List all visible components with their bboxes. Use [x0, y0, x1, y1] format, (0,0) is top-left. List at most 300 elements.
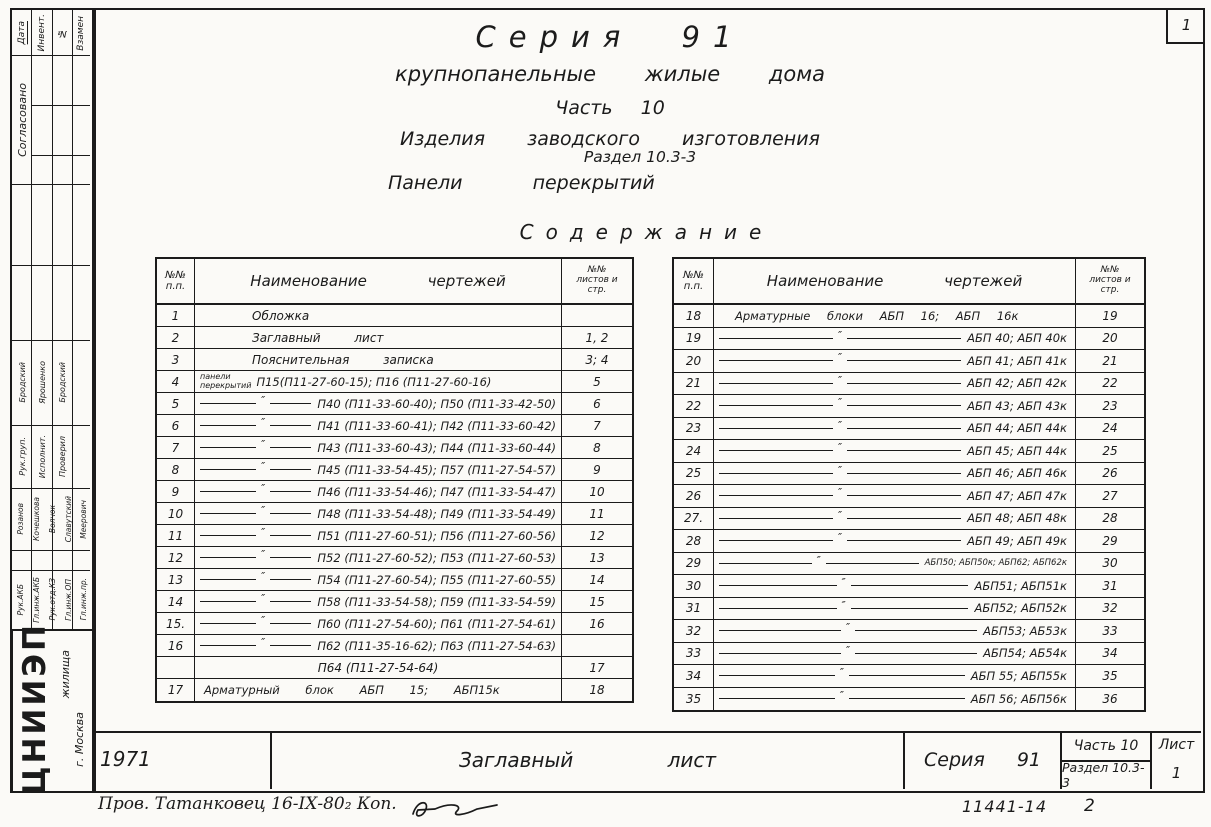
part-line: Часть 10 — [555, 97, 665, 119]
table-row — [674, 553, 1144, 576]
drawing-title: Пояснительная записка — [252, 352, 434, 367]
drawing-title-cell — [714, 665, 1076, 687]
table-row — [674, 575, 1144, 598]
ditto-line — [270, 579, 311, 580]
drawing-title-cell — [714, 305, 1076, 327]
signature-name: Волчок — [47, 504, 57, 534]
ditto-line — [270, 447, 311, 448]
sheet-number-cell: 29 — [1102, 533, 1118, 548]
section-line: Раздел 10.3-3 — [583, 148, 697, 166]
header-name: Наименование чертежей — [195, 259, 562, 303]
ditto-mark: ″ — [838, 418, 843, 432]
drawing-title: АБП51; АБП51к — [974, 578, 1068, 593]
ditto-mark: ″ — [838, 396, 843, 410]
drawing-title: Обложка — [252, 308, 310, 323]
row-number-cell: 17 — [157, 679, 195, 701]
row-number-cell: 33 — [674, 643, 714, 665]
table-row — [157, 393, 632, 415]
sheet-number-cell: 13 — [589, 550, 605, 565]
ditto-line — [270, 425, 311, 426]
row-number-cell: 18 — [674, 305, 714, 327]
sheet-number-cell: 32 — [1102, 601, 1118, 616]
ditto-line — [200, 557, 256, 558]
page-number: 1 — [1181, 16, 1192, 34]
header-sheets-line1: №№ — [1100, 265, 1120, 276]
sheet-number-cell: 7 — [593, 418, 601, 433]
sheet-number-cell: 21 — [1102, 353, 1118, 368]
divider-line — [31, 155, 90, 156]
agreed-label: Согласовано — [15, 82, 29, 157]
ditto-line — [270, 403, 311, 404]
ditto-line — [200, 645, 256, 646]
ditto-line — [270, 645, 311, 646]
stamp-header-date: Дата — [17, 21, 27, 45]
row-number-cell: 22 — [674, 395, 714, 417]
row-number-cell: 28 — [674, 530, 714, 552]
title-block-part: Часть 10 — [1073, 737, 1139, 754]
sheet-number-cell: 3; 4 — [585, 352, 609, 367]
role-label: Гл.инж.АКБ — [31, 576, 41, 623]
ditto-line — [270, 601, 311, 602]
signature-name: Розанов — [15, 503, 25, 535]
header-sheets-line2: листов и — [1089, 275, 1131, 286]
drawing-title: П48 (П11-33-54-48); П49 (П11-33-54-49) — [317, 506, 556, 521]
drawing-title-cell — [714, 508, 1076, 530]
sheet-number-cell: 25 — [1102, 443, 1118, 458]
copy-number: 2 — [1084, 796, 1095, 816]
drawing-title: АБП54; АБ54к — [983, 646, 1068, 661]
row-number-cell: 7 — [157, 437, 195, 458]
subtitle-buildings: крупнопанельные жилые дома — [395, 62, 825, 86]
sheet-number-cell: 6 — [593, 396, 601, 411]
header-num-line2: п.п. — [165, 281, 186, 292]
header-num-line2: п.п. — [683, 281, 704, 292]
ditto-line — [719, 495, 833, 496]
sheet-number-cell: 33 — [1102, 623, 1118, 638]
drawing-title: Арматурный блок АБП 15; АБП15к — [204, 683, 500, 697]
ditto-line — [849, 698, 965, 699]
row-number-cell: 34 — [674, 665, 714, 687]
drawing-title: П43 (П11-33-60-43); П44 (П11-33-60-44) — [317, 440, 556, 455]
drawing-title-cell — [195, 569, 562, 590]
header-name: Наименование чертежей — [714, 259, 1076, 303]
drawing-title: П40 (П11-33-60-40); П50 (П11-33-42-50) — [317, 396, 556, 411]
stamp-sidebar — [10, 8, 96, 796]
table-row — [674, 530, 1144, 553]
header-sheets-line3: стр. — [1100, 284, 1120, 295]
header-sheets-line2: листов и — [576, 275, 618, 286]
drawing-title-cell — [714, 463, 1076, 485]
role-label: Гл.инж.пр. — [78, 578, 88, 621]
divider-line — [12, 184, 90, 185]
sheet-number-cell: 35 — [1102, 668, 1118, 683]
ditto-mark: ″ — [261, 636, 266, 649]
stamp-header-invent: Инвент. — [37, 14, 47, 52]
sheet-number-cell: 1, 2 — [585, 330, 609, 345]
organization-box — [11, 622, 95, 796]
row-number-cell: 1 — [157, 305, 195, 326]
signature-name: Бродский — [17, 362, 27, 403]
row-number-cell: 11 — [157, 525, 195, 546]
drawing-title-cell — [714, 620, 1076, 642]
organization-name: ЦНИИЭП — [17, 622, 53, 796]
row-number-cell: 10 — [157, 503, 195, 524]
sheet-number-cell: 31 — [1102, 578, 1118, 593]
role-label: Гл.инж.ОП — [63, 578, 73, 621]
header-num — [157, 259, 195, 303]
ditto-mark: ″ — [838, 351, 843, 365]
drawing-title-cell — [714, 643, 1076, 665]
role-label: Исполнит. — [37, 434, 47, 479]
sheet-number-cell: 30 — [1102, 556, 1118, 571]
table-row — [157, 503, 632, 525]
drawing-title-cell — [195, 371, 562, 392]
sheet-number-cell: 36 — [1102, 691, 1118, 706]
table-row — [674, 688, 1144, 711]
drawing-title: П46 (П11-33-54-46); П47 (П11-33-54-47) — [317, 484, 556, 499]
header-num — [674, 259, 714, 303]
year-label: 1971 — [100, 747, 151, 771]
ditto-line — [200, 513, 256, 514]
table-row — [157, 613, 632, 635]
row-number-cell: 14 — [157, 591, 195, 612]
header-num-line1: №№ — [683, 269, 704, 281]
drawing-title-cell — [714, 485, 1076, 507]
row-number-cell: 9 — [157, 481, 195, 502]
row-number-cell: 24 — [674, 440, 714, 462]
ditto-line — [200, 403, 256, 404]
signature-name: Кочешкова — [31, 497, 41, 541]
table-row — [674, 305, 1144, 328]
drawing-title-cell — [714, 553, 1076, 575]
table-row — [674, 665, 1144, 688]
ditto-line — [719, 473, 833, 474]
drawing-title: АБП 49; АБП 49к — [967, 533, 1068, 548]
ditto-line — [847, 518, 961, 519]
row-number-cell: 20 — [674, 350, 714, 372]
ditto-line — [719, 405, 833, 406]
series-title: Серия 91 — [475, 20, 745, 54]
sheet-number-cell: 8 — [593, 440, 601, 455]
panels-line: Панели перекрытий — [388, 172, 655, 194]
ditto-line — [719, 675, 835, 676]
ditto-mark: ″ — [838, 531, 843, 545]
ditto-mark: ″ — [838, 486, 843, 500]
row-number-cell: 8 — [157, 459, 195, 480]
drawing-title-cell — [195, 415, 562, 436]
ditto-mark: ″ — [838, 373, 843, 387]
drawing-title-cell — [195, 481, 562, 502]
drawing-title: АБП 44; АБП 44к — [967, 421, 1068, 436]
drawing-title-cell — [195, 503, 562, 524]
drawing-title: АБП 48; АБП 48к — [967, 511, 1068, 526]
drawing-title: АБП 47; АБП 47к — [967, 488, 1068, 503]
drawing-title: П52 (П11-27-60-52); П53 (П11-27-60-53) — [317, 550, 556, 565]
table-row — [674, 440, 1144, 463]
table-row — [157, 679, 632, 701]
role-label: Проверил — [57, 435, 67, 477]
ditto-line — [851, 608, 969, 609]
ditto-line — [200, 623, 256, 624]
sheet-number-cell: 18 — [589, 683, 605, 697]
ditto-mark: ″ — [838, 328, 843, 342]
row-number-cell: 32 — [674, 620, 714, 642]
ditto-mark: ″ — [261, 548, 266, 561]
ditto-line — [719, 540, 833, 541]
drawing-title-cell — [714, 395, 1076, 417]
drawing-title: АБП 40; АБП 40к — [967, 331, 1068, 346]
ditto-line — [826, 563, 919, 564]
ditto-line — [851, 585, 969, 586]
ditto-mark: ″ — [261, 592, 266, 605]
sheet-number-cell: 17 — [589, 660, 605, 675]
prefix-line1: панели — [200, 371, 231, 381]
ditto-mark: ″ — [261, 504, 266, 517]
row-number-cell: 3 — [157, 349, 195, 370]
sheet-number-cell: 27 — [1102, 488, 1118, 503]
table-row — [674, 350, 1144, 373]
ditto-line — [719, 338, 833, 339]
drawing-title: П51 (П11-27-60-51); П56 (П11-27-60-56) — [317, 528, 556, 543]
ditto-line — [719, 698, 835, 699]
checked-note-text: Пров. Татанковец 16-ІХ-80₂ Коп. — [98, 794, 397, 814]
signature-name: Меерович — [78, 499, 88, 539]
ditto-mark: ″ — [261, 482, 266, 495]
drawing-title-cell — [195, 349, 562, 370]
sheet-number-cell — [562, 635, 632, 656]
drawing-title-cell — [714, 373, 1076, 395]
drawing-title-cell — [714, 530, 1076, 552]
drawing-title: П58 (П11-33-54-58); П59 (П11-33-54-59) — [317, 594, 556, 609]
drawing-title: П45 (П11-33-54-45); П57 (П11-27-54-57) — [317, 462, 556, 477]
drawing-title-cell — [714, 328, 1076, 350]
table-row — [674, 463, 1144, 486]
row-number-cell: 31 — [674, 598, 714, 620]
ditto-mark: ″ — [261, 460, 266, 473]
table-header — [157, 259, 632, 305]
ditto-line — [270, 491, 311, 492]
sheet-number-cell: 15 — [589, 594, 605, 609]
drawing-title: АБП 55; АБП55к — [970, 668, 1068, 683]
row-number-cell: 35 — [674, 688, 714, 711]
ditto-mark: ″ — [846, 621, 851, 635]
table-row — [157, 459, 632, 481]
contents-heading: Содержание — [519, 220, 774, 244]
ditto-mark: ″ — [261, 394, 266, 407]
ditto-line — [270, 535, 311, 536]
drawing-title-cell — [714, 575, 1076, 597]
ditto-mark: ″ — [261, 416, 266, 429]
row-number-cell: 25 — [674, 463, 714, 485]
sheet-number-cell: 5 — [593, 374, 601, 389]
ditto-line — [270, 469, 311, 470]
sheet-number-cell: 9 — [593, 462, 601, 477]
ditto-mark: ″ — [841, 598, 846, 612]
row-number-cell: 4 — [157, 371, 195, 392]
signature-name: Бродский — [57, 362, 67, 403]
row-number-cell: 19 — [674, 328, 714, 350]
ditto-line — [847, 473, 961, 474]
table-row — [157, 305, 632, 327]
sheet-number-cell: 16 — [589, 616, 605, 631]
header-sheets — [562, 259, 632, 303]
drawing-title: АБП52; АБП52к — [974, 601, 1068, 616]
divider-line — [12, 265, 90, 266]
ditto-mark: ″ — [838, 508, 843, 522]
drawing-title: П64 (П11-27-54-64) — [317, 660, 439, 675]
ditto-line — [847, 540, 961, 541]
table-row — [157, 547, 632, 569]
drawing-title: АБП 45; АБП 44к — [967, 443, 1068, 458]
ditto-mark: ″ — [261, 614, 266, 627]
drawing-title-cell — [195, 591, 562, 612]
ditto-line — [847, 338, 961, 339]
table-row — [674, 598, 1144, 621]
products-line: Изделия заводского изготовления — [400, 128, 820, 150]
ditto-mark: ″ — [841, 576, 846, 590]
title-area — [300, 20, 920, 194]
organization-dept: жилища — [58, 649, 72, 699]
ditto-mark: ″ — [846, 643, 851, 657]
row-number-cell: 21 — [674, 373, 714, 395]
drawing-title-cell — [714, 688, 1076, 711]
ditto-line — [855, 630, 977, 631]
row-number-cell: 27. — [674, 508, 714, 530]
ditto-mark: ″ — [261, 526, 266, 539]
organization-city: г. Москва — [72, 711, 86, 767]
ditto-line — [847, 383, 961, 384]
ditto-line — [719, 653, 841, 654]
ditto-line — [719, 383, 833, 384]
ditto-mark: ″ — [261, 438, 266, 451]
role-label: Рук.груп. — [17, 437, 27, 476]
role-label: Рук.АКБ — [15, 583, 25, 616]
title-block-section: Раздел 10.3-3 — [1062, 760, 1145, 790]
drawing-title-cell — [195, 459, 562, 480]
ditto-line — [200, 601, 256, 602]
ditto-line — [847, 405, 961, 406]
drawing-title: АБП 43; АБП 43к — [967, 398, 1068, 413]
table-row — [674, 485, 1144, 508]
table-row — [674, 328, 1144, 351]
drawing-title: П60 (П11-27-54-60); П61 (П11-27-54-61) — [317, 616, 556, 631]
row-number-cell: 12 — [157, 547, 195, 568]
signature-name: Ярошенко — [37, 361, 47, 404]
row-number-cell: 6 — [157, 415, 195, 436]
ditto-mark: ″ — [838, 441, 843, 455]
drawing-title: АБП 42; АБП 42к — [967, 376, 1068, 391]
sheet-number-cell: 14 — [589, 572, 605, 587]
ditto-line — [719, 608, 837, 609]
ditto-mark: ″ — [261, 570, 266, 583]
drawing-title-cell — [714, 598, 1076, 620]
header-num-line1: №№ — [165, 269, 186, 281]
ditto-line — [200, 491, 256, 492]
page-number-box — [1166, 8, 1205, 44]
drawing-title: П15(П11-27-60-15); П16 (П11-27-60-16) — [256, 374, 492, 389]
contents-table-left — [155, 257, 634, 703]
row-number-cell: 16 — [157, 635, 195, 656]
table-row — [157, 569, 632, 591]
table-row — [674, 508, 1144, 531]
sheet-number-cell — [562, 305, 632, 326]
sheet-number-cell: 12 — [589, 528, 605, 543]
header-sheets — [1076, 259, 1144, 303]
drawing-title-cell — [195, 679, 562, 701]
ditto-line — [200, 535, 256, 536]
sheet-number-cell: 26 — [1102, 466, 1118, 481]
ditto-line — [855, 653, 977, 654]
table-row — [157, 437, 632, 459]
drawing-title-cell — [195, 525, 562, 546]
sheet-number-cell: 23 — [1102, 398, 1118, 413]
drawing-title: П62 (П11-35-16-62); П63 (П11-27-54-63) — [317, 638, 556, 653]
drawing-title-cell — [714, 350, 1076, 372]
ditto-line — [847, 495, 961, 496]
drawing-title-cell — [714, 440, 1076, 462]
row-number-cell: 5 — [157, 393, 195, 414]
drawing-title-cell — [195, 393, 562, 414]
table-row — [674, 373, 1144, 396]
ditto-line — [847, 360, 961, 361]
sheet-number-cell: 19 — [1102, 308, 1118, 323]
table-header — [674, 259, 1144, 305]
sheet-number: 1 — [1171, 764, 1182, 782]
drawing-title: АБП53; АБ53к — [983, 623, 1068, 638]
divider-line — [31, 105, 90, 106]
divider-line — [12, 550, 90, 551]
table-row — [674, 418, 1144, 441]
table-row — [157, 371, 632, 393]
contents-table-right — [672, 257, 1146, 712]
row-number-cell: 23 — [674, 418, 714, 440]
ditto-line — [847, 450, 961, 451]
ditto-line — [200, 469, 256, 470]
ditto-line — [200, 447, 256, 448]
ditto-line — [719, 360, 833, 361]
drawing-title: АБП 56; АБП56к — [970, 691, 1068, 706]
ditto-line — [270, 557, 311, 558]
drawing-title: АБП 41; АБП 41к — [967, 353, 1068, 368]
drawing-title-cell — [714, 418, 1076, 440]
ditto-line — [849, 675, 965, 676]
sheet-number-cell: 22 — [1102, 376, 1118, 391]
ditto-mark: ″ — [816, 553, 821, 567]
signature-scribble — [407, 796, 499, 824]
table-row — [157, 657, 632, 679]
header-sheets-line3: стр. — [587, 284, 607, 295]
table-row — [674, 395, 1144, 418]
drawing-title-cell — [195, 327, 562, 348]
ditto-line — [719, 450, 833, 451]
drawing-title: АБП 46; АБП 46к — [967, 466, 1068, 481]
table-row — [157, 349, 632, 371]
ditto-line — [719, 428, 833, 429]
ditto-mark: ″ — [838, 463, 843, 477]
drawing-title: АБП50; АБП50к; АБП62; АБП62к — [924, 558, 1067, 569]
sheet-title: Заглавный лист — [458, 748, 717, 772]
signature-name: Славутский — [63, 495, 73, 543]
drawing-title: П41 (П11-33-60-41); П42 (П11-33-60-42) — [317, 418, 556, 433]
ditto-mark: ″ — [839, 689, 844, 703]
table-row — [157, 481, 632, 503]
row-number-cell: 30 — [674, 575, 714, 597]
checked-note — [98, 794, 499, 824]
table-row — [674, 643, 1144, 666]
drawing-title-cell — [195, 437, 562, 458]
row-number-cell — [157, 657, 195, 678]
ditto-line — [270, 513, 311, 514]
